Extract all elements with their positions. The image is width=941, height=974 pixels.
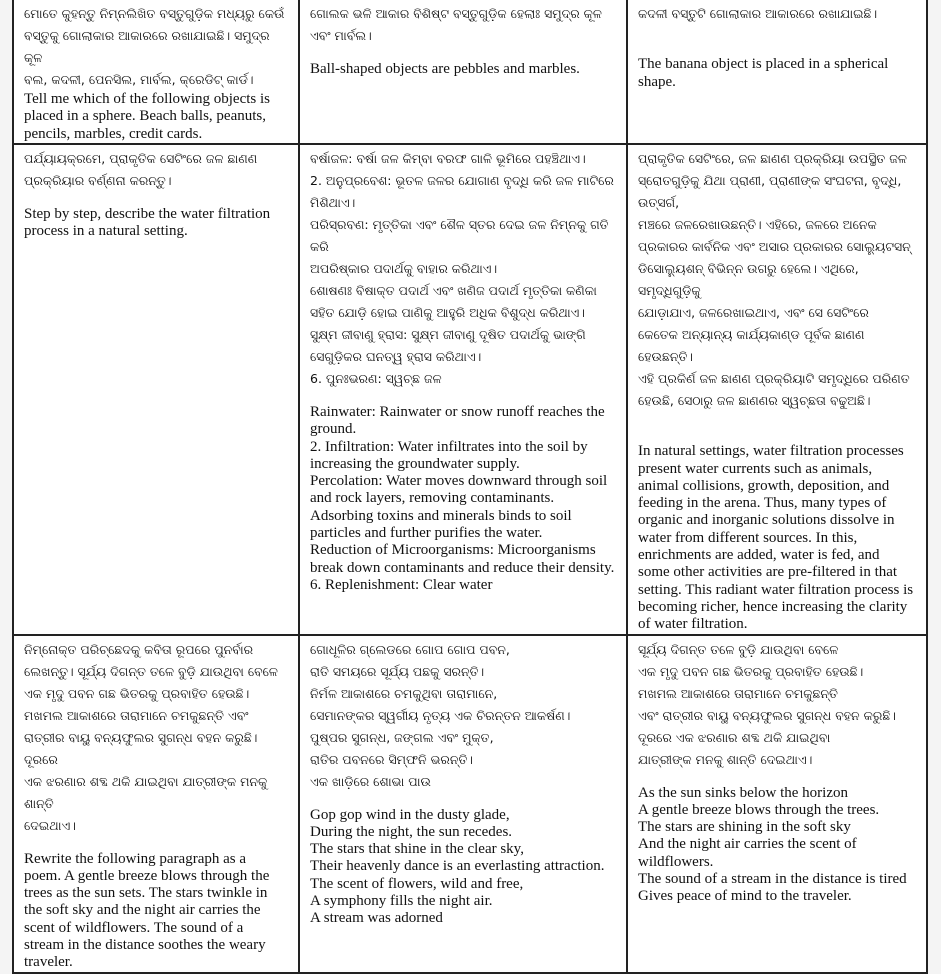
english-line: The scent of flowers, wild and free, xyxy=(310,875,524,892)
odia-line: ସେଗୁଡ଼ିକର ଘନତ୍ୱ ହ୍ରାସ କରିଥାଏ। xyxy=(310,349,482,364)
table-row xyxy=(13,635,927,973)
odia-line: ହେଉଛି, ସେଠାରୁ ଜଳ ଛାଣଣର ସ୍ୱଚ୍ଛତା ବଢୁଅଛି। xyxy=(638,393,871,408)
odia-line: ମୋତେ କୁହନ୍ତୁ ନିମ୍ନଲିଖିତ ବସ୍ତୁଗୁଡ଼ିକ ମଧ୍ୟରୁ କେଉଁ xyxy=(24,6,285,21)
english-line: and rock layers, removing contaminants. xyxy=(310,490,555,507)
english-line: A stream was adorned xyxy=(310,910,443,927)
english-line: ground. xyxy=(310,421,357,438)
english-line: scent of wildflowers. The sound of a xyxy=(24,919,244,936)
english-line: enrichments are added, water is fed, and xyxy=(638,547,880,564)
english-line: The stars that shine in the clear sky, xyxy=(310,841,524,858)
english-line: Percolation: Water moves downward through soil xyxy=(310,473,608,490)
english-line: the soft sky and the night air carries the xyxy=(24,902,261,919)
english-line: A symphony fills the night air. xyxy=(310,893,493,910)
english-line: some other activities are pre-filtered in that xyxy=(638,564,898,581)
odia-line: ଦୂରରେ ଏକ ଝରଣାର ଶବ୍ଦ ଥକି ଯାଇଥିବା xyxy=(638,729,831,745)
translation-cell xyxy=(627,0,927,144)
english-line: poem. A gentle breeze blows through the xyxy=(24,867,270,884)
english-line: wildflowers. xyxy=(638,853,714,870)
odia-line: ମିଶିଥାଏ। xyxy=(310,195,356,210)
odia-line: ସ୍ରୋତଗୁଡ଼ିକୁ ଯିଥା ପ୍ରାଣୀ, ପ୍ରାଣୀଙ୍କ ସଂଘଟନା, ବୃଦ୍ଧି, ଉତ୍ସର୍ଗ, xyxy=(638,173,902,210)
response-cell xyxy=(299,0,627,144)
odia-line: ଡିସୋଲ୍ୟୁଶନ୍ ବିଭିନ୍ନ ଉଗରୁ ହେଲେ। ଏଥିରେ, ସମୃଦ୍ଧିଗୁଡ଼ିକୁ xyxy=(638,261,859,298)
odia-line: ଏକ ମୃଦୁ ପବନ ଗଛ ଭିତରକୁ ପ୍ରବାହିତ ହେଉଛି। xyxy=(24,685,250,701)
odia-line: 2. ଅନୁପ୍ରବେଶ: ଭୂତଳ ଜଳର ଯୋଗାଣ ବୃଦ୍ଧି କରି ଜଳ ମାଟିରେ xyxy=(310,173,614,188)
paragraph-gap xyxy=(638,25,918,39)
odia-line: ଏକ ମୃଦୁ ପବନ ଗଛ ଭିତରକୁ ପ୍ରବାହିତ ହେଉଛି। xyxy=(638,663,864,679)
english-line: Ball-shaped objects are pebbles and marbles. xyxy=(310,61,580,77)
english-line: The stars are shining in the soft sky xyxy=(638,819,851,836)
english-line: placed in a sphere. Beach balls, peanuts, xyxy=(24,108,266,125)
table-row xyxy=(13,144,927,635)
english-line: organic and inorganic solutions dissolve in xyxy=(638,512,895,529)
english-line: feeding in the arena. Thus, many types of xyxy=(638,495,887,512)
odia-line: ପ୍ରକାରର କାର୍ବନିକ ଏବଂ ଅସାର ପ୍ରକାରର ସୋଲ୍ୟୁଟସନ୍ xyxy=(638,239,911,254)
english-line: Their heavenly dance is an everlasting attraction. xyxy=(310,858,605,875)
odia-line: ଲେଖନ୍ତୁ। ସୂର୍ଯ୍ୟ ଦିଗନ୍ତ ତଳେ ବୁଡ଼ି ଯାଉଥିବା ବେଳେ xyxy=(24,663,278,679)
english-line: process in a natural setting. xyxy=(24,223,188,240)
english-line xyxy=(638,426,918,443)
odia-line: ଏବଂ ରାତ୍ରୀର ବାୟୁ ବନ୍ୟଫୁଲର ସୁଗନ୍ଧ ବହନ କରୁଛି। xyxy=(638,707,896,723)
paragraph-gap xyxy=(310,47,618,61)
english-line: Step by step, describe the water filtration xyxy=(24,206,271,222)
english-line: trees as the sun sets. The stars twinkle in xyxy=(24,885,268,902)
english-line: pencils, marbles, credit cards. xyxy=(24,125,203,142)
english-line: traveler. xyxy=(24,954,73,971)
odia-line: ସୁକ୍ଷ୍ମ ଜୀବାଣୁ ହ୍ରାସ: ସୁକ୍ଷ୍ମ ଜୀବାଣୁ ଦୂଷିତ ପଦାର୍ଥକୁ ଭାଙ୍ଗି xyxy=(310,327,586,342)
english-line: of water filtration. xyxy=(638,616,748,633)
english-line: A gentle breeze blows through the trees. xyxy=(638,801,880,818)
paragraph-gap xyxy=(24,192,290,206)
english-line: 2. Infiltration: Water infiltrates into the soil by xyxy=(310,438,588,455)
english-line: becoming richer, hence increasing the clarity xyxy=(638,598,908,615)
odia-line: ପ୍ରାକୃତିକ ସେଟିଂରେ, ଜଳ ଛାଣଣ ପ୍ରକ୍ରିୟା ଉପସ୍ଥିତ ଜଳ xyxy=(638,151,907,166)
translation-table xyxy=(12,0,928,974)
english-line: In natural settings, water filtration processes xyxy=(638,443,904,460)
english-line: water from different sources. In this, xyxy=(638,529,858,546)
english-line: During the night, the sun recedes. xyxy=(310,823,513,840)
english-line: shape. xyxy=(638,73,676,90)
odia-line: ନିର୍ମଳ ଆକାଶରେ ଚମକୁଥିବା ତାରାମାନେ, xyxy=(310,685,498,701)
odia-line: ସେମାନଙ୍କର ସ୍ୱର୍ଗୀୟ ନୃତ୍ୟ ଏକ ଚିରନ୍ତନ ଆକର୍ଷଣ। xyxy=(310,707,571,723)
english-line: Rainwater: Rainwater or snow runoff reaches the xyxy=(310,404,605,420)
english-line: Adsorbing toxins and minerals binds to soil xyxy=(310,507,572,524)
odia-line: ରାତି ସମୟରେ ସୂର୍ଯ୍ୟ ପଛକୁ ସରନ୍ତି। xyxy=(310,663,485,679)
odia-line: ପ୍ରକ୍ରିୟାର ବର୍ଣ୍ଣନା କରନ୍ତୁ। xyxy=(24,173,172,188)
odia-line: ଯାତ୍ରୀଙ୍କ ମନକୁ ଶାନ୍ତି ଦେଇଥାଏ। xyxy=(638,751,813,767)
odia-line: ରାତ୍ରୀର ବାୟୁ ବନ୍ୟଫୁଲର ସୁଗନ୍ଧ ବହନ କରୁଛି। ଦୂରରେ xyxy=(24,729,258,767)
odia-line: ମଖମଲ ଆକାଶରେ ତାରାମାନେ ଚମକୁଛନ୍ତି xyxy=(638,685,838,701)
odia-line: ବର୍ଷାଜଳ: ବର୍ଷା ଜଳ କିମ୍ବା ବରଫ ଗାଳି ଭୂମିରେ ପହଞ୍ଚିଥାଏ। xyxy=(310,151,586,166)
english-line: break down contaminants and reduce their density. xyxy=(310,559,615,576)
english-line: Tell me which of the following objects is xyxy=(24,91,270,107)
english-line: stream in the distance soothes the weary xyxy=(24,937,266,954)
english-line: As the sun sinks below the horizon xyxy=(638,784,848,801)
odia-line: ବଲ, କଦଳୀ, ପେନସିଲ, ମାର୍ବଲ, କ୍ରେଡିଟ୍ କାର୍ଡ। xyxy=(24,72,254,87)
odia-line: ଯୋଡ଼ାଯାଏ, ଜଳରେଖାଇଥାଏ, ଏବଂ ସେ ସେଟିଂରେ xyxy=(638,305,869,320)
prompt-cell xyxy=(13,0,299,144)
english-line: The banana object is placed in a spherical xyxy=(638,56,889,73)
paragraph-gap xyxy=(24,837,290,851)
odia-line: ଏକ ଝରଣାର ଶବ୍ଦ ଥକି ଯାଇଥିବା ଯାତ୍ରୀଙ୍କ ମନକୁ ଶାନ୍ତି xyxy=(24,773,268,811)
english-line: present water currents such as animals, xyxy=(638,460,873,477)
translation-cell xyxy=(627,144,927,635)
odia-line: ଦେଇଥାଏ। xyxy=(24,817,76,833)
response-cell xyxy=(299,635,627,973)
odia-line: ଗୋଲକ ଭଳି ଆକାର ବିଶିଷ୍ଟ ବସ୍ତୁଗୁଡ଼ିକ ହେଲାଃ ସମୁଦ୍ର କୂଳ xyxy=(310,6,602,21)
english-line: Reduction of Microorganisms: Microorganisms xyxy=(310,542,596,559)
odia-line: ଶୋଷଣଃ ବିଷାକ୍ତ ପଦାର୍ଥ ଏବଂ ଖଣିଜ ପଦାର୍ଥ ମୃତ୍ତିକା କଣିକା xyxy=(310,283,597,298)
paragraph-gap xyxy=(310,793,618,807)
odia-line: ଏବଂ ମାର୍ବଲ। xyxy=(310,28,372,43)
paragraph-gap xyxy=(638,771,918,785)
english-line: Gop gop wind in the dusty glade, xyxy=(310,806,510,823)
english-line: 6. Replenishment: Clear water xyxy=(310,576,493,593)
english-line: setting. This radiant water filtration process is xyxy=(638,581,914,598)
odia-line: 6. ପୁନଃଭରଣ: ସ୍ୱଚ୍ଛ ଜଳ xyxy=(310,371,442,386)
odia-line: ପର୍ଯ୍ୟାୟକ୍ରମେ, ପ୍ରାକୃତିକ ସେଟିଂରେ ଜଳ ଛାଣଣ xyxy=(24,151,258,166)
odia-line: ଅପରିଷ୍କାର ପଦାର୍ଥକୁ ବାହାର କରିଥାଏ। xyxy=(310,261,498,276)
paragraph-gap xyxy=(310,390,618,404)
paragraph-gap xyxy=(638,412,918,426)
prompt-cell xyxy=(13,635,299,973)
english-line: Gives peace of mind to the traveler. xyxy=(638,888,852,905)
english-line: particles and further purifies the water. xyxy=(310,525,543,542)
odia-line: ଗୋଧୂଳିର ଗ୍ଲେଡରେ ଗୋପ ଗୋପ ପବନ, xyxy=(310,641,510,657)
odia-line: ସହିତ ଯୋଡ଼ି ହୋଇ ପାଣିକୁ ଆହୁରି ଅଧିକ ବିଶୁଦ୍ଧ କରିଥାଏ। xyxy=(310,305,585,320)
prompt-cell xyxy=(13,144,299,635)
english-line xyxy=(638,39,918,56)
english-line: Rewrite the following paragraph as a xyxy=(24,850,247,867)
english-line: increasing the groundwater supply. xyxy=(310,455,520,472)
odia-line: ଏହି ପ୍ରକିର୍ଣ ଜଳ ଛାଣଣ ପ୍ରକ୍ରିୟାଟି ସମୃଦ୍ଧିରେ ପରିଣତ xyxy=(638,371,910,386)
odia-line: ରାତିର ପବନରେ ସିମ୍ଫନି ଭରନ୍ତି। xyxy=(310,751,474,767)
odia-line: ମଖମଲ ଆକାଶରେ ତାରାମାନେ ଚମକୁଛନ୍ତି ଏବଂ xyxy=(24,707,249,723)
english-line: The sound of a stream in the distance is tired xyxy=(638,871,907,888)
odia-line: ପରିସ୍ରବଣ: ମୃତ୍ତିକା ଏବଂ ଶୈଳ ସ୍ତର ଦେଇ ଜଳ ନିମ୍ନକୁ ଗତି କରି xyxy=(310,217,609,254)
odia-line: ଏକ ଖାଡ଼ିରେ ଶୋଭା ପାଉ xyxy=(310,773,431,789)
odia-line: ପୁଷ୍ପର ସୁଗନ୍ଧ, ଜଙ୍ଗଲ ଏବଂ ମୁକ୍ତ, xyxy=(310,729,494,745)
english-line: animal collisions, growth, deposition, and xyxy=(638,477,890,494)
odia-line: କେତେକ ଅନ୍ୟାନ୍ୟ କାର୍ଯ୍ୟକାଣ୍ଡ ପୂର୍ବକ ଛାଣଣ ହେଉଛନ୍ତି। xyxy=(638,327,865,364)
odia-line: ମଞ୍ଚରେ ଜଳରେଖାଉଛନ୍ତି। ଏହିରେ, ଜଳରେ ଅନେକ xyxy=(638,217,877,232)
english-line: And the night air carries the scent of xyxy=(638,836,857,853)
translation-cell xyxy=(627,635,927,973)
odia-line: କଦଳୀ ବସ୍ତୁଟି ଗୋଲାକାର ଆକାରରେ ରଖାଯାଇଛି। xyxy=(638,6,878,21)
odia-line: ସୂର୍ଯ୍ୟ ଦିଗନ୍ତ ତଳେ ବୁଡ଼ି ଯାଉଥିବା ବେଳେ xyxy=(638,641,839,657)
odia-line: ନିମ୍ନୋକ୍ତ ପରିଚ୍ଛେଦକୁ କବିତା ରୂପରେ ପୁନର୍ବାର xyxy=(24,641,254,657)
response-cell xyxy=(299,144,627,635)
odia-line: ବସ୍ତୁକୁ ଗୋଲାକାର ଆକାରରେ ରଖାଯାଇଛି। ସମୁଦ୍ର କୂଳ xyxy=(24,28,270,65)
table-row xyxy=(13,0,927,144)
